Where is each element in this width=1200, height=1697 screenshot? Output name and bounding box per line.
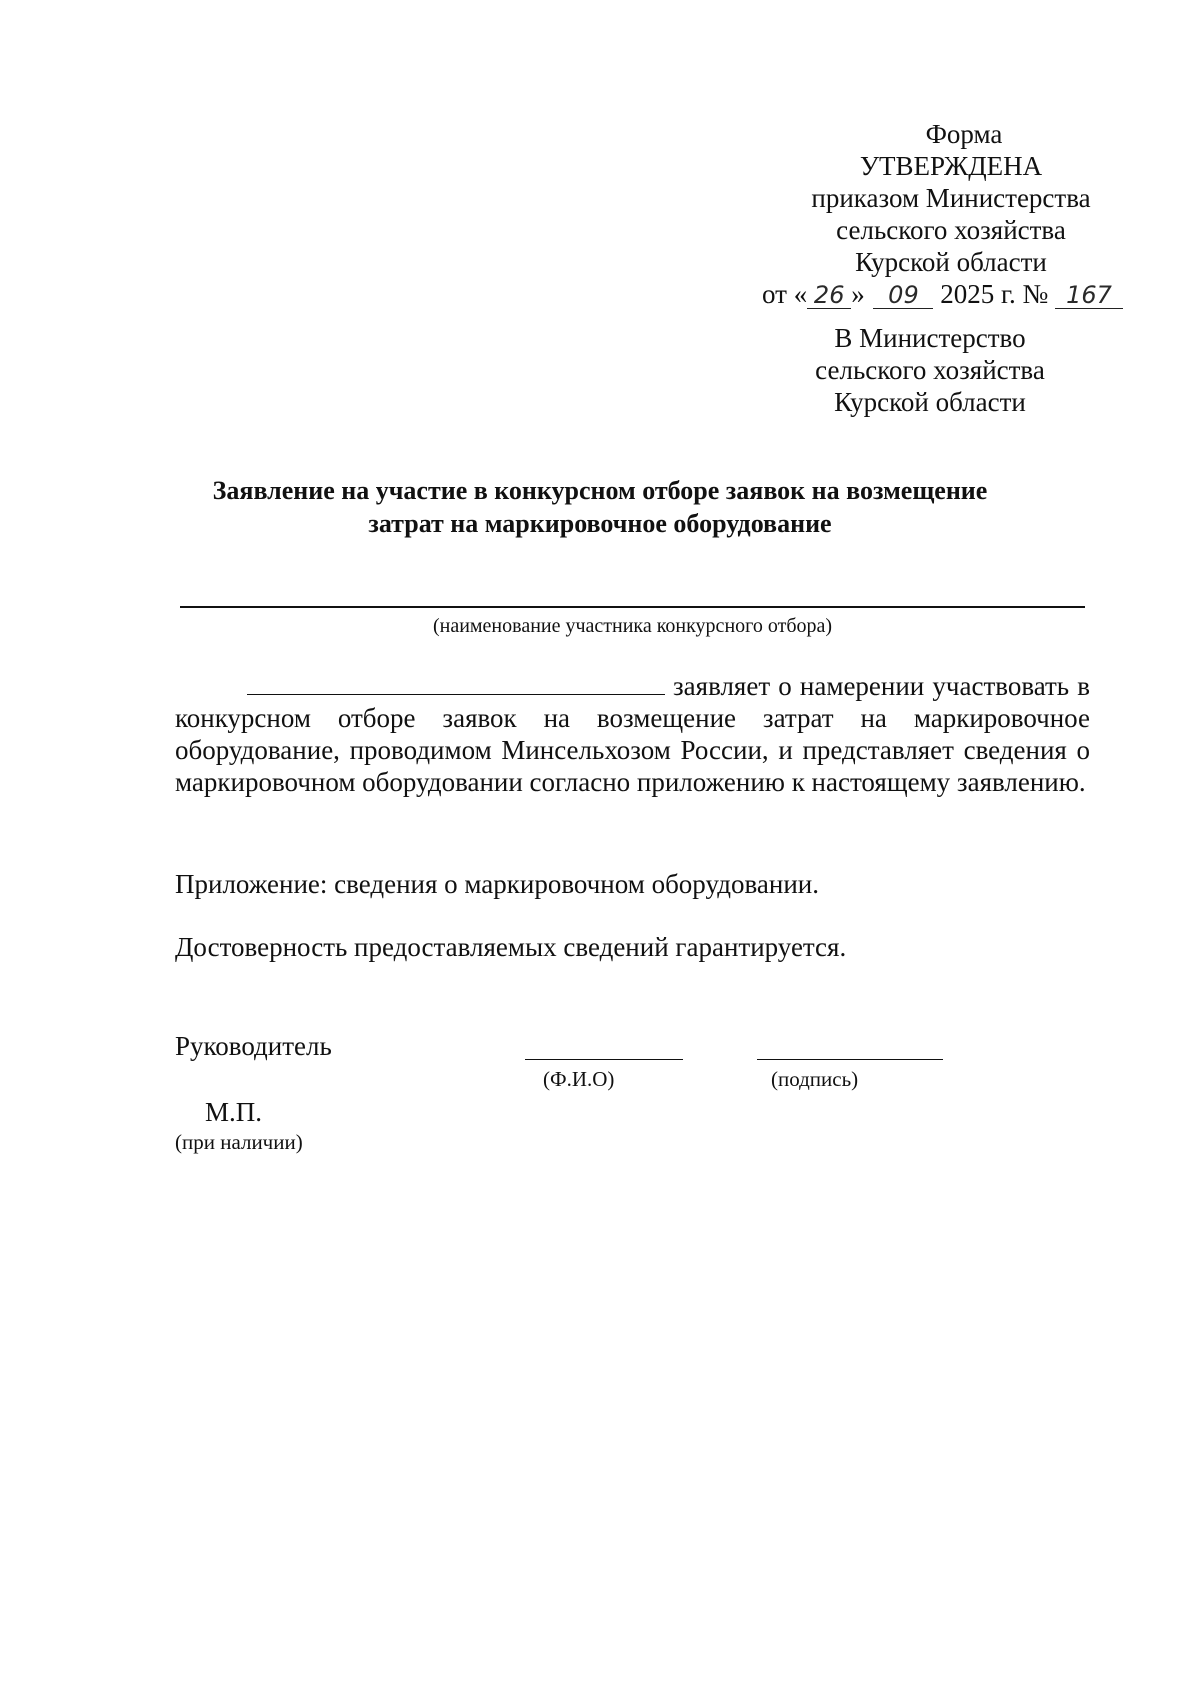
order-month-handwritten: 09 (873, 282, 933, 309)
participant-blank-line (247, 670, 665, 695)
form-label: Форма (925, 119, 1003, 149)
signature-caption: (подпись) (771, 1067, 859, 1091)
addressee-line2: сельского хозяйства (815, 355, 1045, 385)
fio-line (525, 1059, 683, 1060)
order-day-handwritten: 26 (807, 282, 851, 309)
addressee-line1: В Министерство (834, 323, 1026, 353)
fio-caption: (Ф.И.О) (543, 1067, 615, 1091)
order-quote-close: » (851, 279, 865, 309)
document-title (150, 474, 1050, 540)
approved-by-order: приказом Министерства (811, 183, 1091, 213)
addressee-line3: Курской области (834, 387, 1026, 417)
attachment-note: Приложение: сведения о маркировочном оборудовании. (175, 869, 819, 899)
approved-label: УТВЕРЖДЕНА (859, 151, 1043, 181)
statement-paragraph (175, 670, 1090, 798)
guarantee-note: Достоверность предоставляемых сведений гарантируется. (175, 932, 847, 962)
addressee-block (760, 322, 1100, 418)
order-prefix: от « (762, 279, 808, 309)
participant-name-caption: (наименование участника конкурсного отбора) (432, 615, 833, 637)
approval-block (700, 118, 1160, 310)
title-line2: затрат на маркировочное оборудование (368, 509, 832, 538)
participant-name-line (180, 606, 1085, 608)
head-label: Руководитель (175, 1031, 332, 1061)
seal-note: (при наличии) (175, 1130, 303, 1154)
title-line1: Заявление на участие в конкурсном отборе заявок на возмещение (212, 476, 988, 505)
approved-ministry-line3: Курской области (855, 247, 1047, 277)
signature-line (757, 1059, 943, 1060)
approved-ministry-line2: сельского хозяйства (836, 215, 1066, 245)
order-year-text: 2025 г. № (940, 279, 1049, 309)
order-number-handwritten: 167 (1055, 282, 1123, 309)
statement-text: заявляет о намерении участвовать в конкурсном отборе заявок на возмещение затрат на маркировочное оборудование, проводимом Минсельхозом России, и представляет сведения о маркировочном оборудовании согласно приложению к настоящему заявлению. (175, 671, 1090, 797)
seal-label: М.П. (205, 1097, 263, 1127)
order-date-number (762, 278, 1160, 310)
